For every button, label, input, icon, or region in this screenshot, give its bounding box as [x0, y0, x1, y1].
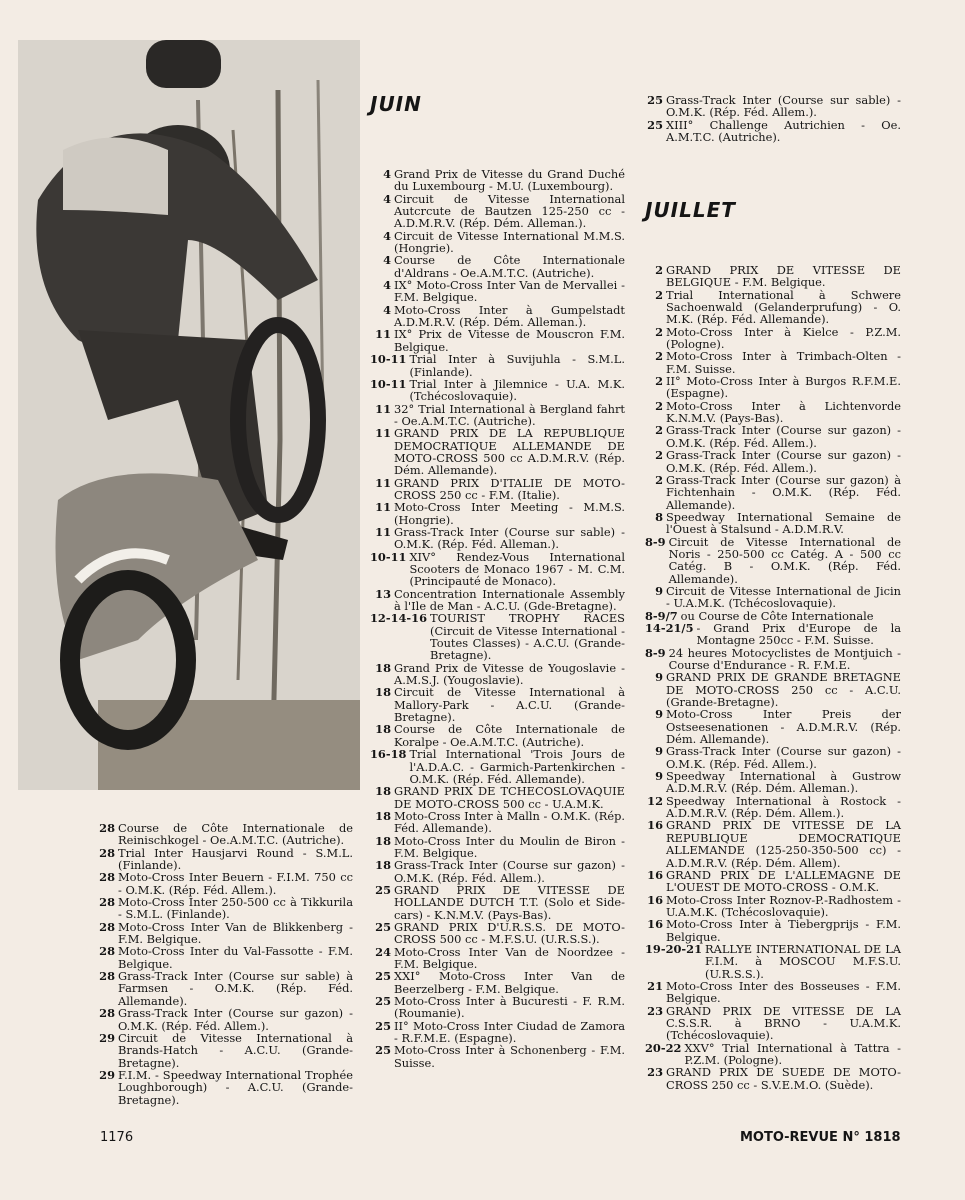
calendar-entry [645, 622, 901, 647]
entry-text: GRAND PRIX DE VITESSE DE BELGIQUE - F.M. Belgique. [666, 263, 901, 290]
calendar-entry [645, 943, 901, 980]
entry-date: 8 [655, 509, 663, 524]
entry-text: IX° Moto-Cross Inter Van de Mervallei - F.M. Belgique. [394, 278, 625, 305]
entry-text: GRAND PRIX D'U.R.S.S. DE MOTO-CROSS 500 cc - M.F.S.U. (U.R.S.S.). [394, 919, 625, 947]
entry-text: RALLYE INTERNATIONAL DE LA F.I.M. à MOSCOU M.F.S.U. (U.R.S.S.). [705, 941, 901, 981]
entry-date: 12-14-16 [370, 611, 428, 626]
calendar-entry [97, 896, 353, 921]
entry-date: 28 [99, 845, 115, 860]
entry-date: 9 [655, 707, 663, 722]
entry-date: 2 [655, 324, 663, 339]
calendar-entry [370, 403, 625, 428]
entry-text: Moto-Cross Inter Meeting - M.M.S. (Hongrie). [394, 500, 625, 527]
entry-text: Moto-Cross Inter à Schonenberg - F.M. Suisse. [394, 1043, 625, 1070]
calendar-entry [370, 477, 625, 502]
entry-text: 32° Trial International à Bergland fahrt - Oe.A.M.T.C. (Autriche). [394, 401, 625, 428]
entry-date: 29 [99, 1067, 115, 1082]
heading-juin: JUIN [370, 92, 422, 116]
calendar-entry [645, 326, 901, 351]
entry-date: 20-22 [645, 1040, 682, 1055]
entry-date: 28 [99, 895, 115, 910]
calendar-entry [370, 378, 625, 403]
entry-date: 24 [375, 944, 391, 959]
calendar-entry [645, 869, 901, 894]
entry-date: 25 [647, 117, 663, 132]
entry-date: 28 [99, 969, 115, 984]
entry-date: 11 [375, 327, 391, 342]
entry-date: 28 [99, 870, 115, 885]
entry-date: 16 [647, 892, 663, 907]
entry-text: IX° Prix de Vitesse de Mouscron F.M. Belgique. [394, 327, 625, 354]
entry-text: Trial Inter à Jilemnice - U.A. M.K. (Tchécoslovaquie). [409, 376, 625, 404]
calendar-entry [370, 304, 625, 329]
calendar-entry [645, 894, 901, 919]
entry-date: 23 [647, 1065, 663, 1080]
calendar-entry [370, 501, 625, 526]
calendar-entry [97, 1069, 353, 1106]
entry-date: 11 [375, 500, 391, 515]
entry-text: Course de Côte Internationale de Koralpe - Oe.A.M.T.C. (Autriche). [394, 722, 625, 749]
calendar-entry [645, 770, 901, 795]
entry-text: Moto-Cross Inter à Bucuresti - F. R.M. (Roumanie). [394, 994, 625, 1021]
entry-text: XIV° Rendez-Vous International Scooters de Monaco 1967 - M. C.M. (Principauté de Monaco). [409, 549, 625, 589]
calendar-entry [370, 662, 625, 687]
motocross-rider-photo [18, 40, 360, 790]
entry-text: Moto-Cross Inter à Tiebergprijs - F.M. Belgique. [666, 917, 901, 944]
calendar-entry [645, 511, 901, 536]
entry-text: II° Moto-Cross Inter Ciudad de Zamora - R.F.M.E. (Espagne). [394, 1018, 625, 1046]
calendar-entry [370, 168, 625, 193]
entry-date: 13 [375, 586, 391, 601]
calendar-entry [97, 822, 353, 847]
entry-text: Moto-Cross Inter Preis der Ostseesenationen - A.D.M.R.V. (Rép. Dém. Allemande). [666, 707, 901, 747]
entry-date: 25 [375, 919, 391, 934]
entry-text: Moto-Cross Inter Van de Blikkenberg - F.M. Belgique. [118, 919, 353, 947]
calendar-entry [97, 921, 353, 946]
entry-text: II° Moto-Cross Inter à Burgos R.F.M.E. (Espagne). [666, 374, 901, 401]
entry-text: GRAND PRIX D'ITALIE DE MOTO-CROSS 250 cc - F.M. (Italie). [394, 475, 625, 502]
entry-date: 28 [99, 944, 115, 959]
calendar-entry [645, 424, 901, 449]
entry-text: Moto-Cross Inter à Trimbach-Olten - F.M. Suisse. [666, 349, 901, 376]
entry-text: Speedway International à Gustrow A.D.M.R.V. (Rép. Dém. Alleman.). [666, 769, 901, 796]
entry-text: XXV° Trial International à Tattra - P.Z.M. (Pologne). [684, 1040, 901, 1067]
entry-text: Moto-Cross Inter à Gumpelstadt A.D.M.R.V. (Rép. Dém. Alleman.). [394, 302, 625, 330]
entry-text: Moto-Cross Inter du Val-Fassotte - F.M. Belgique. [118, 944, 353, 971]
calendar-entry [645, 264, 901, 289]
calendar-entry [97, 1007, 353, 1032]
calendar-entry [370, 353, 625, 378]
page-number: 1176 [100, 1130, 134, 1145]
entry-date: 2 [655, 263, 663, 277]
entry-text: Grass-Track Inter (Course sur sable) - O.M.K. (Rép. Féd. Allem.). [666, 93, 901, 120]
entry-text: GRAND PRIX DE SUEDE DE MOTO-CROSS 250 cc - S.V.E.M.O. (Suède). [666, 1065, 901, 1092]
entry-text: GRAND PRIX DE VITESSE DE HOLLANDE DUTCH T.T. (Solo et Side-cars) - K.N.M.V. (Pays-Bas). [394, 882, 625, 922]
calendar-entry [370, 1020, 625, 1045]
calendar-entry [645, 375, 901, 400]
entry-text: Moto-Cross Inter Beuern - F.I.M. 750 cc - O.M.K. (Rép. Féd. Allem.). [118, 870, 353, 897]
entry-text: Circuit de Vitesse International M.M.S. (Hongrie). [394, 228, 625, 256]
calendar-entry [97, 945, 353, 970]
entry-date: 8-9/7 [645, 608, 678, 623]
calendar-entry [645, 474, 901, 511]
entry-text: GRAND PRIX DE TCHECOSLOVAQUIE DE MOTO-CROSS 500 cc - U.A.M.K. [394, 784, 625, 811]
calendar-entry [645, 647, 901, 672]
entry-date: 16-18 [370, 747, 407, 762]
entry-date: 23 [647, 1003, 663, 1018]
calendar-entry [370, 785, 625, 810]
entry-date: 18 [375, 808, 391, 823]
entry-date: 2 [655, 374, 663, 389]
calendar-entry [645, 289, 901, 326]
rider-illustration [18, 40, 360, 790]
calendar-entry [645, 980, 901, 1005]
calendar-entry [645, 1042, 901, 1067]
entry-date: 14-21/5 [645, 620, 694, 635]
entry-text: Trial International à Schwere Sachoenwald (Gelanderprufung) - O. M.K. (Rép. Féd. Allemande). [666, 287, 901, 327]
calendar-entry [370, 748, 625, 785]
calendar-entry [370, 970, 625, 995]
entry-text: GRAND PRIX DE L'ALLEMAGNE DE L'OUEST DE MOTO-CROSS - O.M.K. [666, 867, 901, 895]
calendar-entry [645, 671, 901, 708]
entry-date: 18 [375, 685, 391, 700]
entry-date: 9 [655, 583, 663, 598]
entry-date: 12 [647, 793, 663, 808]
entry-date: 2 [655, 287, 663, 302]
calendar-entry [645, 350, 901, 375]
entry-text: Moto-Cross Inter Roznov-P.-Radhostem - U.A.M.K. (Tchécoslovaquie). [666, 892, 901, 919]
calendar-entry [370, 193, 625, 230]
calendar-entry [645, 585, 901, 610]
entry-date: 18 [375, 858, 391, 873]
entry-date: 8-9 [645, 534, 666, 549]
entry-date: 11 [375, 401, 391, 416]
entry-text: Circuit de Vitesse International à Mallory-Park - A.C.U. (Grande-Bretagne). [394, 685, 625, 725]
entry-date: 10-11 [370, 352, 407, 367]
entry-text: Grass-Track Inter (Course sur sable) - O.M.K. (Rép. Féd. Alleman.). [394, 524, 625, 552]
calendar-entry [370, 254, 625, 279]
entry-date: 28 [99, 919, 115, 934]
entry-date: 18 [375, 722, 391, 737]
entry-text: Grass-Track Inter (Course sur gazon) - O.M.K. (Rép. Féd. Allem.). [118, 1006, 353, 1033]
right-column-june-entries [645, 94, 901, 143]
entry-text: Grass-Track Inter (Course sur gazon) - O.M.K. (Rép. Féd. Allem.). [666, 448, 901, 475]
calendar-entry [370, 723, 625, 748]
calendar-entry [97, 1032, 353, 1069]
entry-text: GRAND PRIX DE VITESSE DE LA REPUBLIQUE DEMOCRATIQUE ALLEMANDE (125-250-350-500 cc) - A.D.M.R.V. (Rép. Dém. Allem). [666, 818, 901, 870]
entry-text: Moto-Cross Inter à Malln - O.M.K. (Rép. Féd. Allemande). [394, 808, 625, 836]
right-column-july-entries [645, 264, 901, 1091]
entry-date: 11 [375, 475, 391, 490]
entry-date: 2 [655, 423, 663, 438]
entry-text: Circuit de Vitesse International de Jicin - U.A.M.K. (Tchécoslovaquie). [666, 583, 901, 611]
calendar-entry [370, 686, 625, 723]
entry-text: Moto-Cross Inter du Moulin de Biron - F.M. Belgique. [394, 833, 625, 860]
entry-text: Trial Inter Hausjarvi Round - S.M.L. (Finlande). [118, 845, 353, 873]
entry-date: 4 [383, 278, 391, 293]
entry-date: 18 [375, 784, 391, 799]
entry-text: GRAND PRIX DE GRANDE BRETAGNE DE MOTO-CROSS 250 cc - A.C.U. (Grande-Bretagne). [666, 670, 901, 710]
entry-date: 4 [383, 228, 391, 243]
entry-date: 29 [99, 1030, 115, 1045]
calendar-entry [370, 328, 625, 353]
entry-text: Course de Côte Internationale de Reinischkogel - Oe.A.M.T.C. (Autriche). [118, 821, 353, 848]
entry-text: Speedway International Semaine de l'Ouest à Stalsund - A.D.M.R.V. [666, 509, 901, 537]
entry-date: 2 [655, 349, 663, 364]
entry-date: 9 [655, 744, 663, 759]
calendar-entry [370, 946, 625, 971]
calendar-entry [645, 1066, 901, 1091]
entry-date: 21 [647, 978, 663, 993]
calendar-entry [370, 427, 625, 476]
entry-text: Moto-Cross Inter à Kielce - P.Z.M. (Pologne). [666, 324, 901, 352]
entry-date: 4 [383, 302, 391, 317]
entry-text: Grand Prix de Vitesse du Grand Duché du Luxembourg - M.U. (Luxembourg). [394, 167, 625, 194]
entry-date: 18 [375, 660, 391, 675]
calendar-entry [370, 995, 625, 1020]
calendar-entry [370, 921, 625, 946]
entry-date: 25 [647, 93, 663, 107]
entry-date: 25 [375, 1043, 391, 1058]
middle-column-entries [370, 168, 625, 1069]
entry-date: 19-20-21 [645, 941, 703, 956]
calendar-entry [645, 918, 901, 943]
left-column-entries [97, 822, 353, 1106]
calendar-entry [645, 94, 901, 119]
entry-date: 2 [655, 472, 663, 487]
entry-date: 16 [647, 818, 663, 833]
entry-text: Moto-Cross Inter des Bosseuses - F.M. Belgique. [666, 978, 901, 1006]
calendar-entry [645, 795, 901, 820]
entry-date: 9 [655, 769, 663, 784]
entry-date: 25 [375, 969, 391, 984]
entry-date: 16 [647, 917, 663, 932]
calendar-entry [370, 588, 625, 613]
entry-date: 28 [99, 1006, 115, 1021]
entry-text: Circuit de Vitesse International Autcrcute de Bautzen 125-250 cc - A.D.M.R.V. (Rép. Dém. Alleman.). [394, 191, 625, 231]
entry-text: GRAND PRIX DE LA REPUBLIQUE DEMOCRATIQUE ALLEMANDE DE MOTO-CROSS 500 cc A.D.M.R.V. (Rép. Dém. Allemande). [394, 426, 625, 478]
entry-date: 10-11 [370, 376, 407, 391]
entry-text: TOURIST TROPHY RACES (Circuit de Vitesse International - Toutes Classes) - A.C.U. (Grande-Bretagne). [430, 611, 625, 663]
calendar-entry [97, 871, 353, 896]
entry-date: 2 [655, 448, 663, 463]
calendar-entry [370, 551, 625, 588]
calendar-entry [370, 884, 625, 921]
entry-date: 11 [375, 524, 391, 539]
calendar-entry [645, 449, 901, 474]
calendar-entry [370, 859, 625, 884]
entry-text: GRAND PRIX DE VITESSE DE LA C.S.S.R. à BRNO - U.A.M.K. (Tchécoslovaquie). [666, 1003, 901, 1043]
calendar-entry [370, 1044, 625, 1069]
calendar-entry [97, 847, 353, 872]
entry-text: 24 heures Motocyclistes de Montjuich - Course d'Endurance - R. F.M.E. [668, 645, 901, 672]
entry-text: XXI° Moto-Cross Inter Van de Beerzelberg - F.M. Belgique. [394, 969, 625, 996]
calendar-entry [370, 835, 625, 860]
entry-date: 8-9 [645, 645, 666, 660]
entry-date: 25 [375, 994, 391, 1009]
entry-text: Trial Inter à Suvijuhla - S.M.L. (Finlande). [409, 352, 625, 379]
entry-date: 2 [655, 398, 663, 413]
entry-date: 4 [383, 191, 391, 206]
entry-text: F.I.M. - Speedway International Trophée Loughborough) - A.C.U. (Grande-Bretagne). [118, 1067, 353, 1107]
entry-text: Grass-Track Inter (Course sur sable) à Farmsen - O.M.K. (Rép. Féd. Allemande). [118, 969, 353, 1008]
entry-date: 25 [375, 1018, 391, 1033]
calendar-entry [645, 708, 901, 745]
entry-date: 11 [375, 426, 391, 441]
calendar-entry [370, 279, 625, 304]
entry-date: 16 [647, 867, 663, 882]
entry-text: Trial International 'Trois Jours de l'A.D.A.C. - Garmich-Partenkirchen - O.M.K. (Rép. Féd. Allemande). [409, 747, 625, 786]
entry-text: Course de Côte Internationale d'Aldrans - Oe.A.M.T.C. (Autriche). [394, 253, 625, 280]
calendar-entry [645, 536, 901, 585]
entry-text: Speedway International à Rostock - A.D.M.R.V. (Rép. Dém. Allem.). [666, 793, 901, 821]
calendar-entry [645, 745, 901, 770]
heading-juillet: JUILLET [645, 198, 736, 222]
entry-text: ou Course de Côte Internationale [680, 608, 874, 623]
entry-date: 10-11 [370, 549, 407, 564]
entry-text: Grass-Track Inter (Course sur gazon) - O.M.K. (Rép. Féd. Allem.). [394, 858, 625, 885]
entry-text: Moto-Cross Inter à Lichtenvorde K.N.M.V. (Pays-Bas). [666, 398, 901, 426]
entry-text: Moto-Cross Inter Van de Noordzee - F.M. Belgique. [394, 944, 625, 971]
calendar-entry [645, 400, 901, 425]
entry-text: Grand Prix de Vitesse de Yougoslavie - A.M.S.J. (Yougoslavie). [394, 660, 625, 688]
entry-text: Moto-Cross Inter 250-500 cc à Tikkurila - S.M.L. (Finlande). [118, 895, 353, 922]
calendar-entry [645, 1005, 901, 1042]
entry-date: 18 [375, 833, 391, 848]
entry-text: Grass-Track Inter (Course sur gazon) à Fichtenhain - O.M.K. (Rép. Féd. Allemande). [666, 472, 901, 512]
calendar-entry [370, 810, 625, 835]
entry-text: Circuit de Vitesse International de Noris - 250-500 cc Catég. A - 500 cc Catég. B - O.M.K. (Rép. Féd. Allemande). [668, 534, 901, 586]
entry-text: Grass-Track Inter (Course sur gazon) - O.M.K. (Rép. Féd. Allem.). [666, 744, 901, 771]
entry-date: 4 [383, 253, 391, 268]
calendar-entry [370, 230, 625, 255]
calendar-entry [370, 526, 625, 551]
entry-text: XIII° Challenge Autrichien - Oe. A.M.T.C. (Autriche). [666, 117, 901, 145]
entry-date: 25 [375, 882, 391, 897]
entry-text: Circuit de Vitesse International à Brands-Hatch - A.C.U. (Grande-Bretagne). [118, 1030, 353, 1070]
calendar-entry [97, 970, 353, 1007]
entry-date: 9 [655, 670, 663, 685]
entry-date: 28 [99, 821, 115, 835]
calendar-entry [370, 612, 625, 661]
entry-text: Grass-Track Inter (Course sur gazon) - O.M.K. (Rép. Féd. Allem.). [666, 423, 901, 450]
calendar-entry [645, 819, 901, 868]
entry-date: 4 [383, 167, 391, 181]
entry-text: - Grand Prix d'Europe de la Montagne 250cc - F.M. Suisse. [696, 620, 901, 648]
magazine-issue: MOTO-REVUE N° 1818 [740, 1130, 901, 1145]
entry-text: Concentration Internationale Assembly à l'Ile de Man - A.C.U. (Gde-Bretagne). [394, 586, 625, 614]
calendar-entry [645, 119, 901, 144]
